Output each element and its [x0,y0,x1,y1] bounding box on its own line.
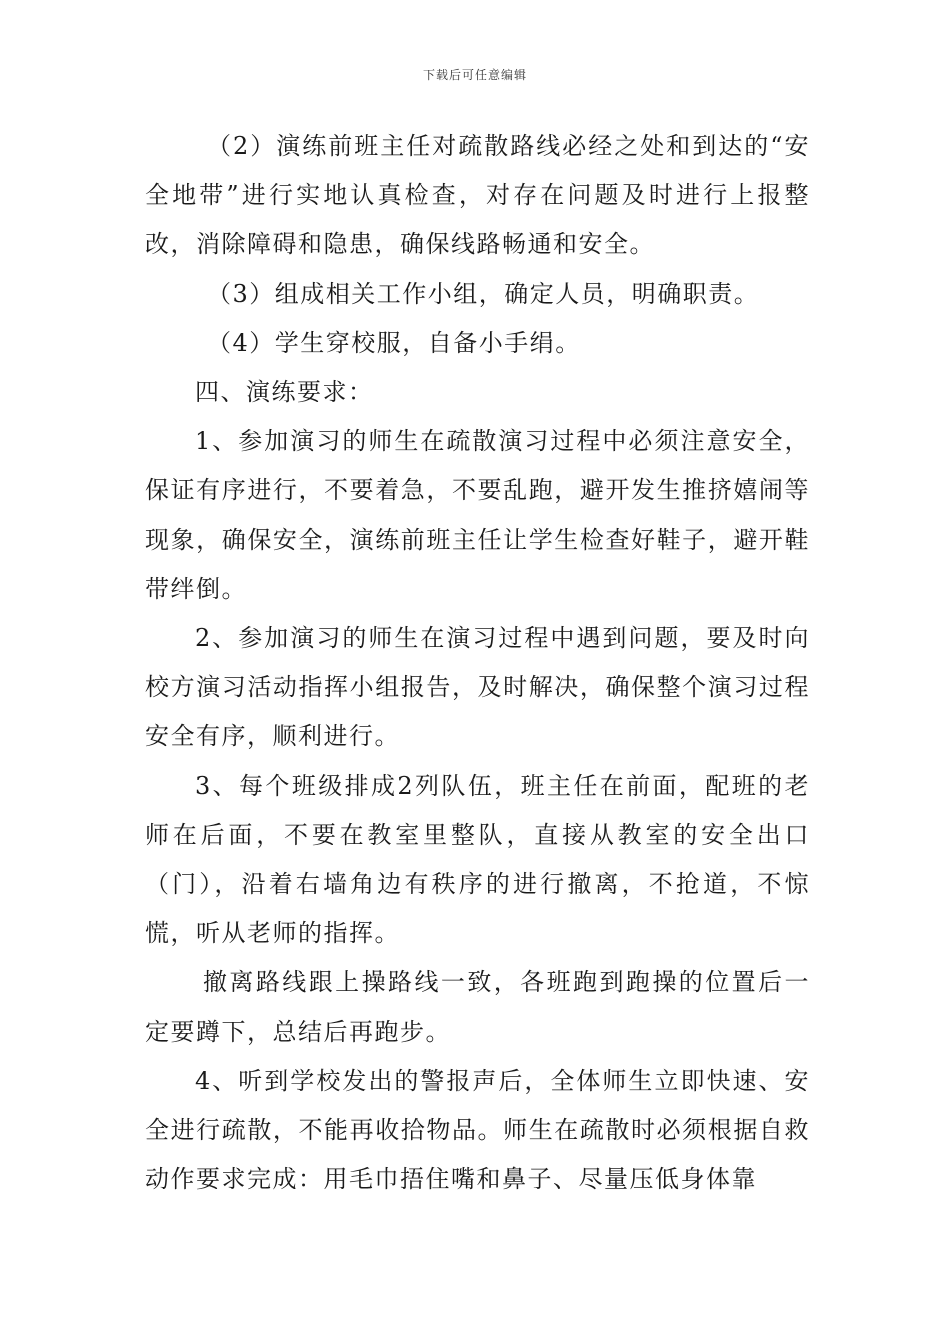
paragraph-prep-2: （2）演练前班主任对疏散路线必经之处和到达的“安全地带”进行实地认真检查，对存在问题及时进行上报整改，消除障碍和隐患，确保线路畅通和安全。 [145,132,810,259]
page-header: 下载后可任意编辑 [422,68,527,82]
paragraph-requirement-4: 4、听到学校发出的警报声后，全体师生立即快速、安全进行疏散，不能再收拾物品。师生在疏散时必须根据自救动作要求完成：用毛巾捂住嘴和鼻子、尽量压低身体靠 [145,1066,810,1194]
paragraph-requirement-3: 3、每个班级排成2列队伍，班主任在前面，配班的老师在后面，不要在教室里整队，直接从教室的安全出口（门），沿着右墙角边有秩序的进行撤离，不抢道，不惊慌，听从老师的指挥。 [145,771,810,948]
paragraph-requirement-1: 1、参加演习的师生在疏散演习过程中必须注意安全，保证有序进行，不要着急，不要乱跑，避开发生推挤嬉闹等现象，确保安全，演练前班主任让学生检查好鞋子，避开鞋带绊倒。 [145,427,810,603]
paragraph-requirement-2: 2、参加演习的师生在演习过程中遇到问题，要及时向校方演习活动指挥小组报告，及时解决，确保整个演习过程安全有序，顺利进行。 [145,624,810,751]
paragraph-evacuation-route: 撤离路线跟上操路线一致，各班跑到跑操的位置后一定要蹲下，总结后再跑步。 [145,968,810,1046]
document-body [145,122,810,1204]
paragraph-prep-3: （3）组成相关工作小组，确定人员，明确职责。 [207,279,760,308]
section-heading-requirements: 四、演练要求： [195,378,374,407]
paragraph-prep-4: （4）学生穿校服，自备小手绢。 [207,328,581,357]
